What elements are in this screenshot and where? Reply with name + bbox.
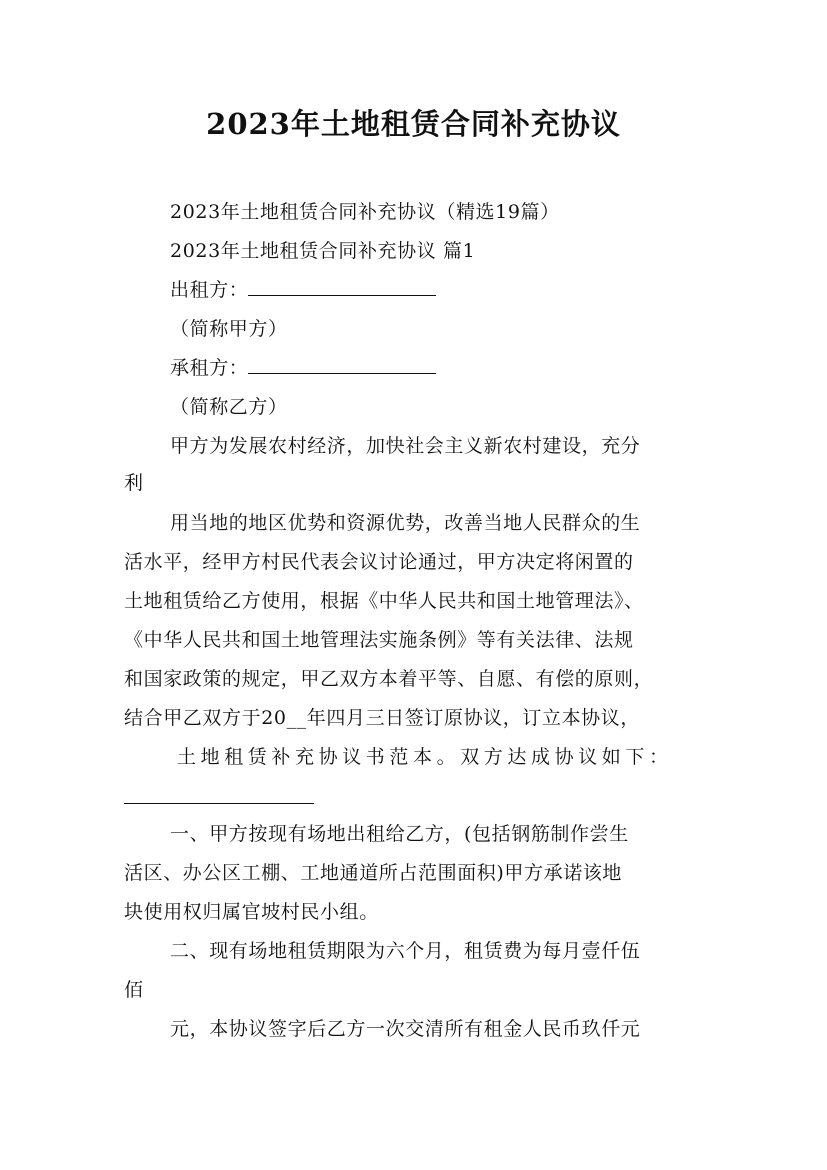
- clause-line: 块使用权归属官坡村民小组。: [124, 901, 379, 923]
- paragraph-line: 活水平，经甲方村民代表会议讨论通过，甲方决定将闲置的: [124, 551, 634, 573]
- section-heading: 2023年土地租赁合同补充协议 篇1: [170, 240, 476, 262]
- lessee-line: [170, 354, 436, 382]
- lessor-label: 出租方：: [170, 279, 249, 301]
- separator-line: [124, 803, 314, 804]
- paragraph-line: 土地租赁补充协议书范本。双方达成协议如下：: [177, 746, 673, 768]
- paragraph-line: 利: [124, 472, 144, 494]
- paragraph-line: 土地租赁给乙方使用，根据《中华人民共和国土地管理法》、: [124, 590, 644, 612]
- subtitle-line: 2023年土地租赁合同补充协议（精选19篇）: [170, 201, 560, 223]
- paragraph-line: 用当地的地区优势和资源优势，改善当地人民群众的生: [170, 512, 641, 534]
- lessee-blank: [248, 355, 436, 374]
- lessor-line: [170, 276, 436, 304]
- clause-line: 佰: [124, 979, 144, 1001]
- paragraph-line: 《中华人民共和国土地管理法实施条例》等有关法律、法规: [124, 629, 634, 651]
- document-title: 2023年土地租赁合同补充协议: [206, 107, 621, 141]
- clause-line: 活区、办公区工棚、工地通道所占范围面积)甲方承诺该地: [124, 862, 623, 884]
- lessor-short-name: （简称甲方）: [170, 318, 288, 340]
- lessee-short-name: （简称乙方）: [170, 396, 288, 418]
- lessor-blank: [248, 277, 436, 296]
- lessee-label: 承租方：: [170, 357, 249, 379]
- paragraph-line: 甲方为发展农村经济，加快社会主义新农村建设，充分: [170, 435, 641, 457]
- clause-line: 一、甲方按现有场地出租给乙方，(包括钢筋制作尝生: [170, 823, 629, 845]
- paragraph-line: 和国家政策的规定，甲乙双方本着平等、自愿、有偿的原则，: [124, 668, 654, 690]
- paragraph-line: 结合甲乙双方于20__年四月三日签订原协议，订立本协议，: [124, 707, 640, 729]
- clause-line: 二、现有场地租赁期限为六个月，租赁费为每月壹仟伍: [170, 940, 641, 962]
- clause-line: 元，本协议签字后乙方一次交清所有租金人民币玖仟元: [170, 1018, 641, 1040]
